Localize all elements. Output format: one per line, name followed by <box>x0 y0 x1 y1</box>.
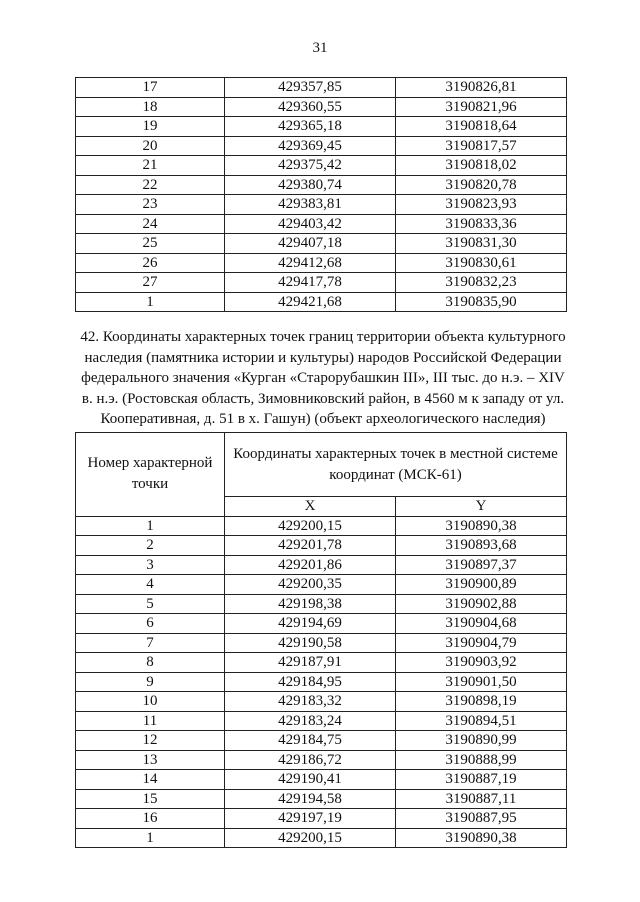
header-x: X <box>225 497 396 517</box>
x-coordinate-cell: 429187,91 <box>225 653 396 673</box>
y-coordinate-cell: 3190817,57 <box>396 136 567 156</box>
table-row <box>76 253 567 273</box>
point-number-cell: 1 <box>76 516 225 536</box>
y-coordinate-cell: 3190823,93 <box>396 195 567 215</box>
table-row <box>76 614 567 634</box>
point-number-cell: 19 <box>76 117 225 137</box>
point-number-cell: 11 <box>76 711 225 731</box>
x-coordinate-cell: 429383,81 <box>225 195 396 215</box>
table-row <box>76 828 567 848</box>
point-number-cell: 24 <box>76 214 225 234</box>
y-coordinate-cell: 3190826,81 <box>396 78 567 98</box>
table-row <box>76 136 567 156</box>
x-coordinate-cell: 429412,68 <box>225 253 396 273</box>
x-coordinate-cell: 429369,45 <box>225 136 396 156</box>
x-coordinate-cell: 429421,68 <box>225 292 396 312</box>
y-coordinate-cell: 3190890,38 <box>396 828 567 848</box>
point-number-cell: 2 <box>76 536 225 556</box>
coordinates-table <box>75 432 567 848</box>
point-number-cell: 12 <box>76 731 225 751</box>
x-coordinate-cell: 429403,42 <box>225 214 396 234</box>
y-coordinate-cell: 3190835,90 <box>396 292 567 312</box>
point-number-cell: 27 <box>76 273 225 293</box>
x-coordinate-cell: 429190,41 <box>225 770 396 790</box>
y-coordinate-cell: 3190818,64 <box>396 117 567 137</box>
point-number-cell: 8 <box>76 653 225 673</box>
y-coordinate-cell: 3190901,50 <box>396 672 567 692</box>
header-y: Y <box>396 497 567 517</box>
point-number-cell: 6 <box>76 614 225 634</box>
table-row <box>76 292 567 312</box>
x-coordinate-cell: 429194,58 <box>225 789 396 809</box>
x-coordinate-cell: 429186,72 <box>225 750 396 770</box>
y-coordinate-cell: 3190890,99 <box>396 731 567 751</box>
table-row <box>76 692 567 712</box>
x-coordinate-cell: 429380,74 <box>225 175 396 195</box>
table-row <box>76 789 567 809</box>
table-row <box>76 809 567 829</box>
x-coordinate-cell: 429200,35 <box>225 575 396 595</box>
table-row <box>76 78 567 98</box>
point-number-cell: 22 <box>76 175 225 195</box>
y-coordinate-cell: 3190833,36 <box>396 214 567 234</box>
point-number-cell: 21 <box>76 156 225 176</box>
y-coordinate-cell: 3190888,99 <box>396 750 567 770</box>
x-coordinate-cell: 429190,58 <box>225 633 396 653</box>
y-coordinate-cell: 3190820,78 <box>396 175 567 195</box>
y-coordinate-cell: 3190887,19 <box>396 770 567 790</box>
y-coordinate-cell: 3190904,79 <box>396 633 567 653</box>
table-row <box>76 672 567 692</box>
y-coordinate-cell: 3190832,23 <box>396 273 567 293</box>
table-row <box>76 653 567 673</box>
y-coordinate-cell: 3190887,95 <box>396 809 567 829</box>
table-row <box>76 555 567 575</box>
table-row <box>76 711 567 731</box>
point-number-cell: 9 <box>76 672 225 692</box>
y-coordinate-cell: 3190900,89 <box>396 575 567 595</box>
table-row <box>76 97 567 117</box>
header-coordinates-group: Координаты характерных точек в местной системе координат (МСК-61) <box>225 433 567 497</box>
y-coordinate-cell: 3190830,61 <box>396 253 567 273</box>
header-point-number: Номер характерной точки <box>76 433 225 517</box>
x-coordinate-cell: 429198,38 <box>225 594 396 614</box>
point-number-cell: 1 <box>76 828 225 848</box>
table-row <box>76 117 567 137</box>
point-number-cell: 16 <box>76 809 225 829</box>
x-coordinate-cell: 429201,86 <box>225 555 396 575</box>
table-row <box>76 770 567 790</box>
table-header <box>76 433 567 517</box>
y-coordinate-cell: 3190903,92 <box>396 653 567 673</box>
x-coordinate-cell: 429194,69 <box>225 614 396 634</box>
x-coordinate-cell: 429407,18 <box>225 234 396 254</box>
x-coordinate-cell: 429183,24 <box>225 711 396 731</box>
x-coordinate-cell: 429197,19 <box>225 809 396 829</box>
x-coordinate-cell: 429365,18 <box>225 117 396 137</box>
point-number-cell: 18 <box>76 97 225 117</box>
table-row <box>76 273 567 293</box>
y-coordinate-cell: 3190902,88 <box>396 594 567 614</box>
y-coordinate-cell: 3190887,11 <box>396 789 567 809</box>
y-coordinate-cell: 3190898,19 <box>396 692 567 712</box>
point-number-cell: 7 <box>76 633 225 653</box>
table-row <box>76 633 567 653</box>
y-coordinate-cell: 3190831,30 <box>396 234 567 254</box>
table-row <box>76 156 567 176</box>
table-row <box>76 234 567 254</box>
page-number: 31 <box>312 40 328 56</box>
y-coordinate-cell: 3190897,37 <box>396 555 567 575</box>
point-number-cell: 4 <box>76 575 225 595</box>
point-number-cell: 5 <box>76 594 225 614</box>
table-row <box>76 536 567 556</box>
x-coordinate-cell: 429183,32 <box>225 692 396 712</box>
point-number-cell: 3 <box>76 555 225 575</box>
x-coordinate-cell: 429200,15 <box>225 516 396 536</box>
point-number-cell: 23 <box>76 195 225 215</box>
y-coordinate-cell: 3190893,68 <box>396 536 567 556</box>
y-coordinate-cell: 3190904,68 <box>396 614 567 634</box>
y-coordinate-cell: 3190818,02 <box>396 156 567 176</box>
x-coordinate-cell: 429357,85 <box>225 78 396 98</box>
table-row <box>76 516 567 536</box>
point-number-cell: 20 <box>76 136 225 156</box>
point-number-cell: 15 <box>76 789 225 809</box>
table-row <box>76 731 567 751</box>
y-coordinate-cell: 3190890,38 <box>396 516 567 536</box>
point-number-cell: 14 <box>76 770 225 790</box>
section-title: 42. Координаты характерных точек границ территории объекта культурного наследия (памятника истории и культуры) народов Российской Федерации федерального значения «Курган «Старорубашкин III», III тыс. до н.э. – XIV в. н.э. (Ростовская область, Зимовниковский район, в 4560 м к западу от ул. Кооперативная, д. 51 в х. Гашун) (объект археологического наследия) <box>80 329 566 428</box>
point-number-cell: 26 <box>76 253 225 273</box>
x-coordinate-cell: 429184,95 <box>225 672 396 692</box>
point-number-cell: 17 <box>76 78 225 98</box>
table-body <box>76 516 567 848</box>
table-row <box>76 750 567 770</box>
point-number-cell: 13 <box>76 750 225 770</box>
x-coordinate-cell: 429375,42 <box>225 156 396 176</box>
y-coordinate-cell: 3190894,51 <box>396 711 567 731</box>
table-body <box>76 78 567 312</box>
table-row <box>76 195 567 215</box>
x-coordinate-cell: 429360,55 <box>225 97 396 117</box>
x-coordinate-cell: 429201,78 <box>225 536 396 556</box>
x-coordinate-cell: 429184,75 <box>225 731 396 751</box>
y-coordinate-cell: 3190821,96 <box>396 97 567 117</box>
table-row <box>76 594 567 614</box>
table-row <box>76 575 567 595</box>
x-coordinate-cell: 429417,78 <box>225 273 396 293</box>
x-coordinate-cell: 429200,15 <box>225 828 396 848</box>
point-number-cell: 1 <box>76 292 225 312</box>
coordinates-table-continued <box>75 77 567 312</box>
point-number-cell: 25 <box>76 234 225 254</box>
point-number-cell: 10 <box>76 692 225 712</box>
table-row <box>76 214 567 234</box>
table-row <box>76 175 567 195</box>
